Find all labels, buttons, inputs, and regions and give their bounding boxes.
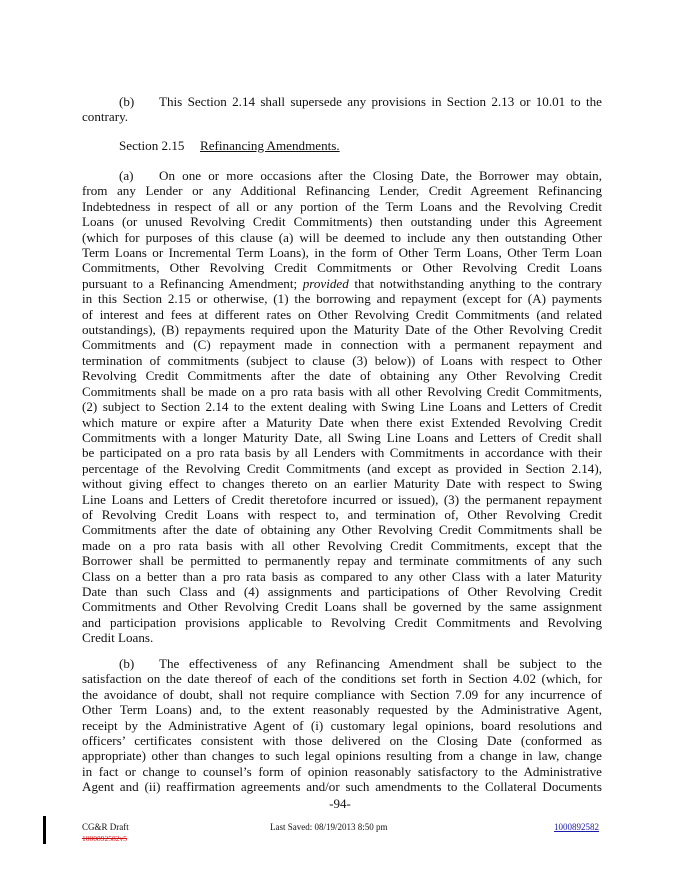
text-line: receipt by the Administrative Agent of (i) customary legal opinions, board resolutions and [82, 717, 602, 733]
text-line: Term Loans or Incremental Term Loans), in the form of Other Term Loans, Other Term Loan [82, 245, 602, 261]
section-title: Refinancing Amendments. [200, 138, 340, 153]
section-heading [119, 138, 340, 154]
text-line: of Revolving Credit Loans with respect to, and termination of, Other Revolving Credit [82, 506, 602, 522]
footer-doc-id-link[interactable]: 1000892582 [554, 822, 599, 832]
clause-label: (a) [119, 168, 134, 183]
text-line: Indebtedness in respect of all or any portion of the Term Loans and the Revolving Credit [82, 198, 602, 214]
text-line: Borrower shall be permitted to permanently repay and terminate commitments of any such [82, 553, 602, 569]
paragraph-2-14-b [82, 94, 602, 125]
text-line: Commitments and Other Revolving Credit Loans shall be governed by the same assignment [82, 599, 602, 615]
text-line: outstandings), (B) repayments required upon the Maturity Date of the Other Revolving Credit [82, 322, 602, 338]
footer-draft-text: CG&R Draft [82, 822, 129, 832]
text-line: officers’ certificates consistent with those delivered on the Closing Date (conformed as [82, 733, 602, 749]
text-line: from any Lender or any Additional Refinancing Lender, Credit Agreement Refinancing [82, 183, 602, 199]
text-line: pursuant to a Refinancing Amendment; provided that notwithstanding anything to the contrary [82, 275, 603, 291]
text-line: the avoidance of doubt, shall not require compliance with Section 7.09 for any incurrence of [82, 686, 602, 702]
text-line: Agent and (ii) reaffirmation agreements and/or such amendments to the Collateral Documents [82, 779, 602, 795]
footer-deleted-doc-id: 1000892582v5 [82, 834, 127, 843]
text-line: Line Loans and Letters of Credit theretofore incurred or issued), (3) the permanent repayment [82, 491, 602, 507]
text-line: Class on a better than a pro rata basis as compared to any other Class with a later Maturity [82, 568, 602, 584]
footer-draft-label [82, 822, 129, 844]
text-line: Other Term Loans) and, to the extent reasonably requested by the Administrative Agent, [82, 702, 602, 718]
paragraph-2-15-a [82, 168, 602, 646]
text-line: be participated on a pro rata basis by all Lenders with Commitments in accordance with their [82, 445, 602, 461]
text-line: Loans (or unused Revolving Credit Commitments) then outstanding under this Agreement [82, 214, 602, 230]
text-line: Revolving Credit Commitments after the date of obtaining any Other Revolving Credit [82, 368, 602, 384]
text-line: in this Section 2.15 or otherwise, (1) the borrowing and repayment (except for (A) payments [82, 291, 602, 307]
text-line: and participation provisions applicable to Revolving Credit Commitments and Revolving [82, 614, 602, 630]
clause-label: (b) [119, 94, 135, 109]
text-line: which mature or expire after a Maturity Date when there exist Extended Revolving Credit [82, 414, 602, 430]
text-line: satisfaction on the date thereof of each of the conditions set forth in Section 4.02 (which, for [82, 671, 602, 687]
text-line: percentage of the Revolving Credit Commitments (and except as provided in Section 2.14), [82, 460, 602, 476]
text-line: (which for purposes of this clause (a) will be deemed to include any then outstanding Other [82, 229, 602, 245]
text-line: (a) On one or more occasions after the Closing Date, the Borrower may obtain, [119, 168, 602, 183]
change-bar [43, 816, 46, 844]
text-line: Date than such Class and (4) assignments and participations of Other Revolving Credit [82, 583, 602, 599]
text-line: contrary. [82, 109, 129, 125]
text-line: Commitments and (C) repayment made in connection with a permanent repayment and [82, 337, 602, 353]
page-number: -94- [329, 796, 351, 811]
text-line: termination of commitments (subject to clause (3) below)) of Loans with respect to Other [82, 352, 602, 368]
text-line: (b) This Section 2.14 shall supersede any provisions in Section 2.13 or 10.01 to the [119, 94, 602, 109]
text-line: Commitments shall be made on a pro rata basis with all other Revolving Credit Commitments, [82, 383, 602, 399]
text-line: Commitments, Other Revolving Credit Commitments or Other Revolving Credit Loans [82, 260, 602, 276]
text-line: appropriate) other than changes to such legal opinions resulting from a change in law, change [82, 748, 602, 764]
text-line: Credit Loans. [82, 630, 154, 646]
text-line: Commitments with a longer Maturity Date, all Swing Line Loans and Letters of Credit shall [82, 429, 602, 445]
text-line: of interest and fees at different rates on Other Revolving Credit Commitments (and related [82, 306, 602, 322]
footer-last-saved: Last Saved: 08/19/2013 8:50 pm [270, 822, 388, 832]
text-line: (b) The effectiveness of any Refinancing Amendment shall be subject to the [119, 656, 602, 671]
text-line: Commitments after the date of obtaining any Other Revolving Credit Commitments shall be [82, 522, 602, 538]
text-line: without giving effect to changes thereto on an earlier Maturity Date with respect to Swing [82, 476, 602, 492]
text-line: in fact or change to counsel’s form of opinion reasonably satisfactory to the Administrative [82, 763, 602, 779]
proviso-italic: provided [302, 275, 349, 291]
clause-label: (b) [119, 656, 135, 671]
paragraph-2-15-b [82, 656, 602, 795]
section-number: Section 2.15 [119, 138, 185, 153]
text-line: made on a pro rata basis with all other Revolving Credit Commitments, except that the [82, 537, 602, 553]
text-line: (2) subject to Section 2.14 to the extent dealing with Swing Line Loans and Letters of Credit [82, 399, 602, 415]
